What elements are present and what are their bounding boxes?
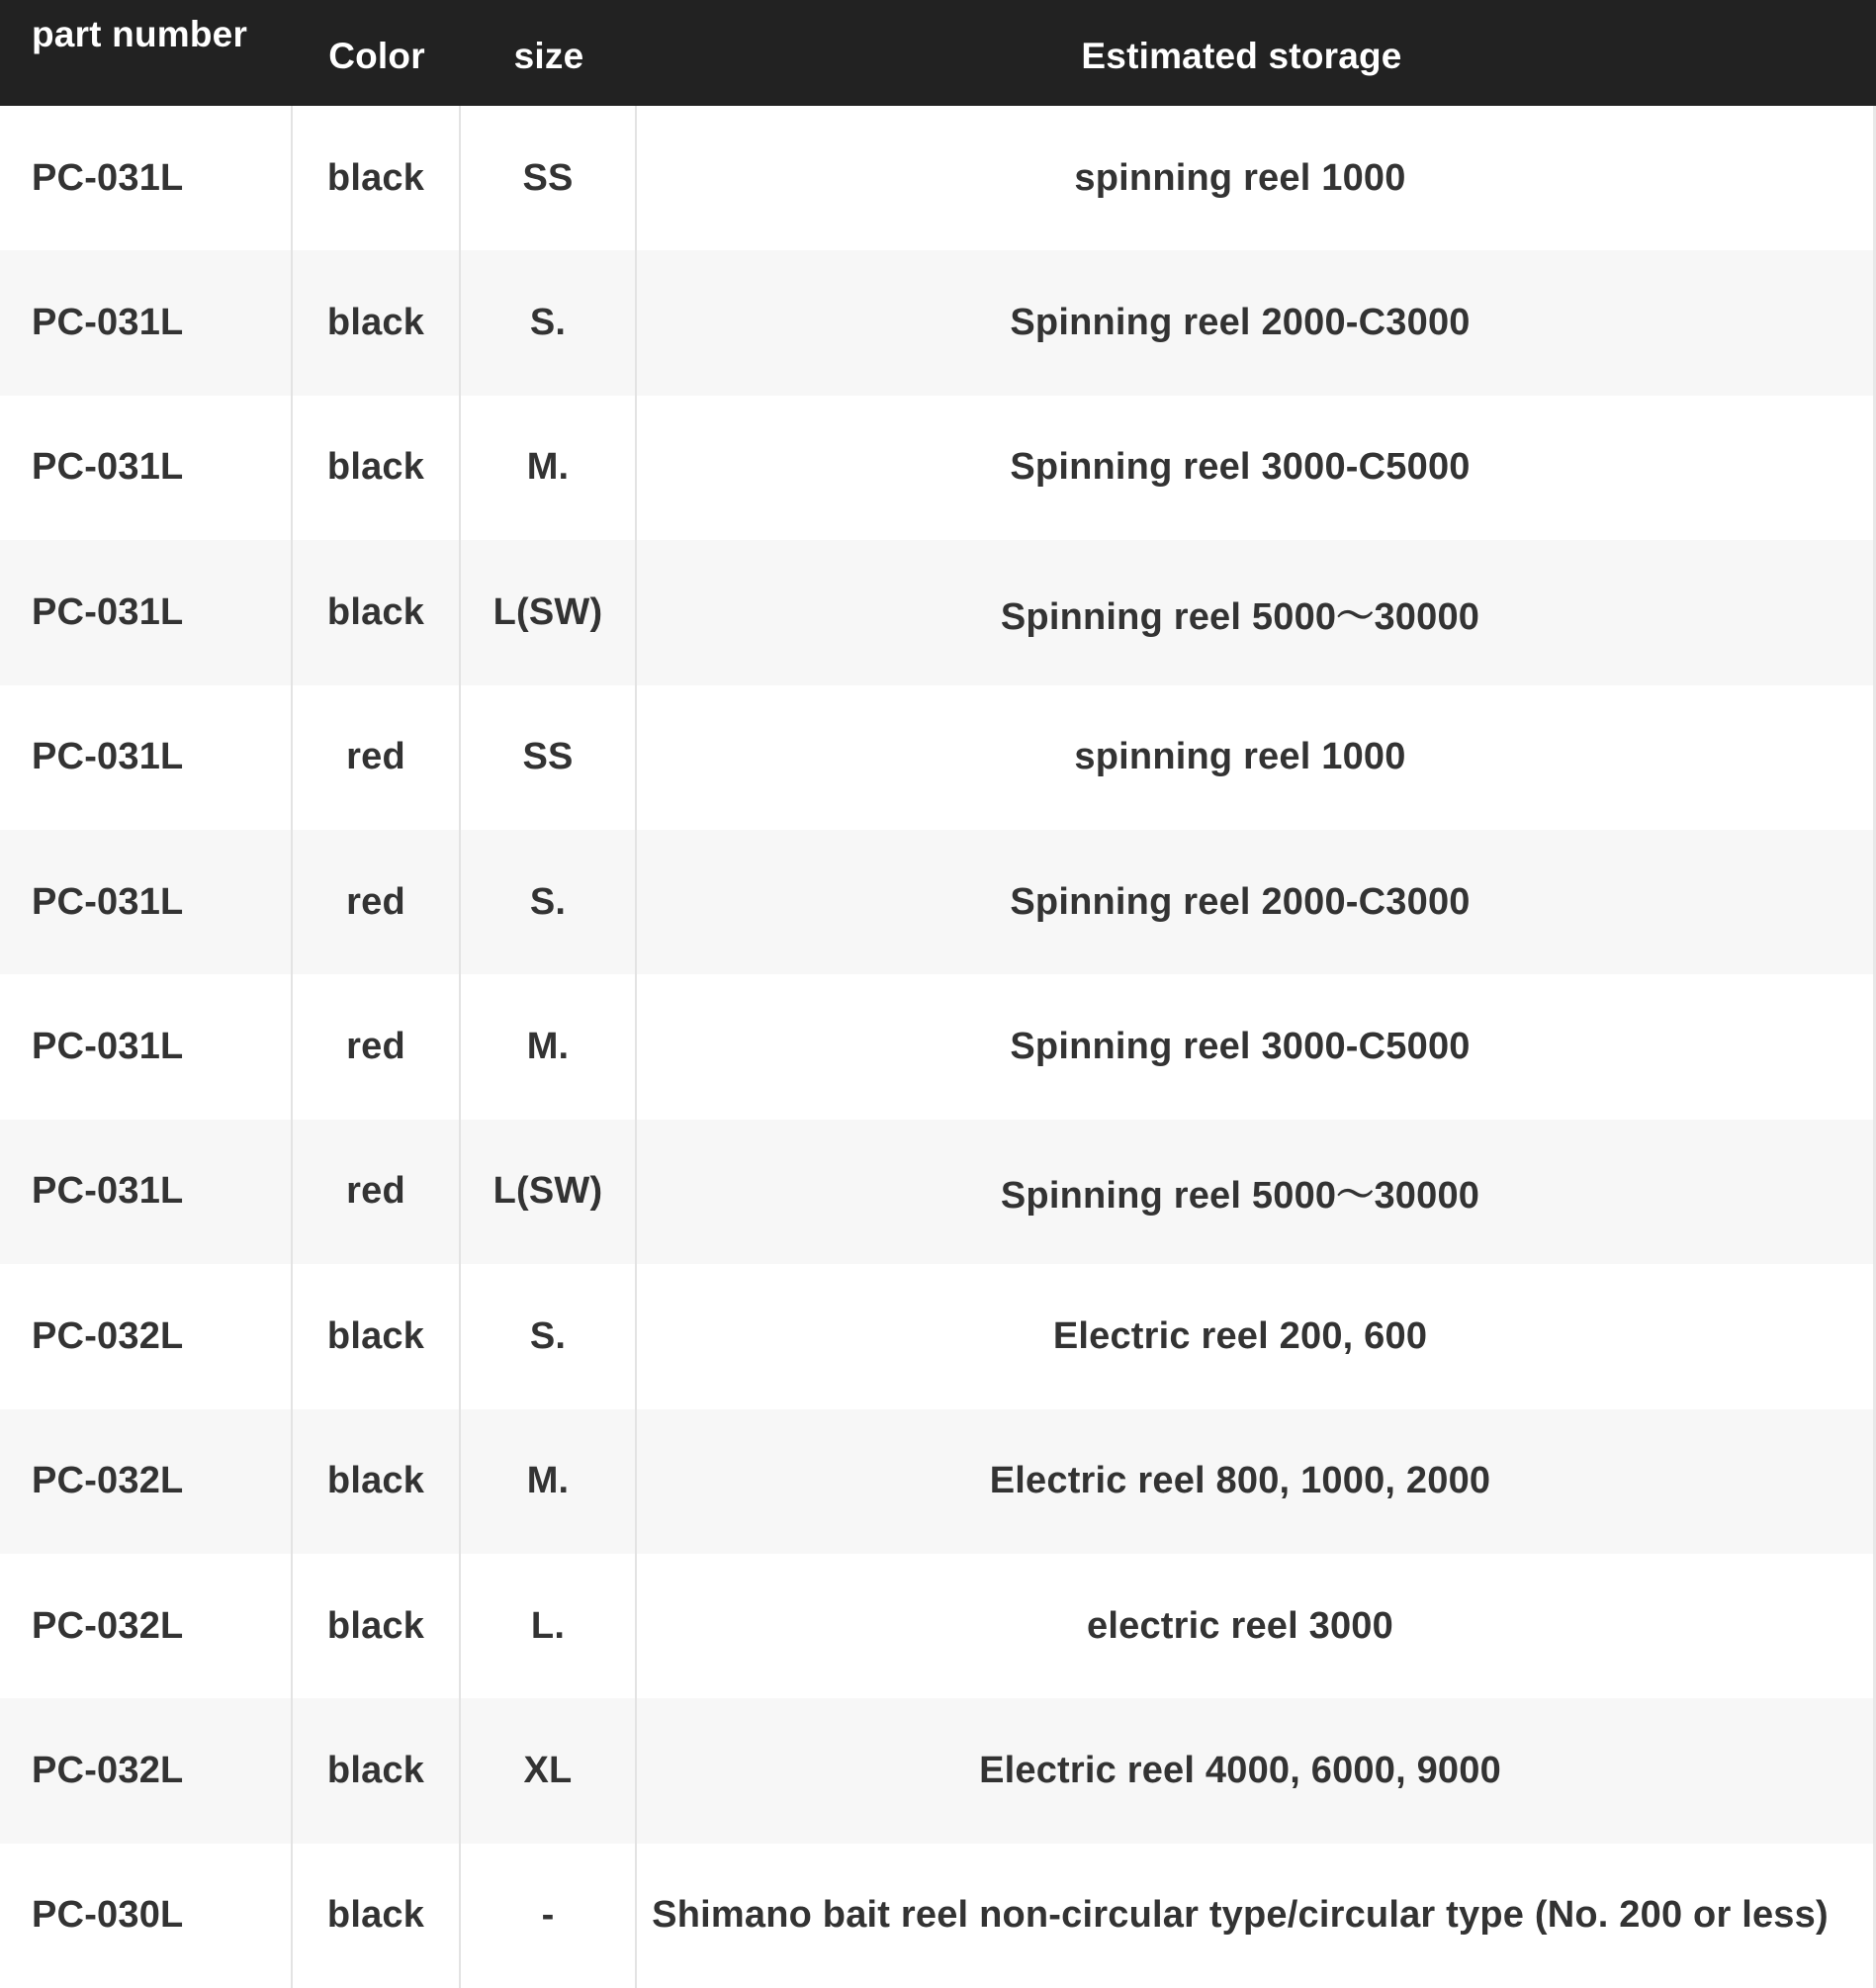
- table-row: [0, 1409, 1876, 1554]
- part-number-cell: PC-032L: [0, 1698, 293, 1843]
- table-row: [0, 396, 1876, 540]
- header-size: size: [513, 35, 584, 76]
- estimated-storage-cell: electric reel 3000: [637, 1554, 1876, 1698]
- color-cell: red: [293, 830, 461, 974]
- part-number-cell: PC-032L: [0, 1554, 293, 1698]
- table-row: [0, 250, 1876, 395]
- header-estimated-storage: Estimated storage: [1081, 35, 1402, 76]
- part-number-cell: PC-031L: [0, 106, 293, 250]
- size-cell: S.: [461, 250, 637, 395]
- table-row: [0, 1120, 1876, 1264]
- table-row: [0, 1264, 1876, 1408]
- color-cell: black: [293, 250, 461, 395]
- color-cell: black: [293, 1844, 461, 1988]
- part-number-cell: PC-031L: [0, 1120, 293, 1264]
- size-cell: S.: [461, 830, 637, 974]
- header-color: Color: [328, 35, 425, 76]
- estimated-storage-cell: Shimano bait reel non-circular type/circular type (No. 200 or less): [637, 1844, 1876, 1988]
- color-cell: black: [293, 1409, 461, 1554]
- size-cell: XL: [461, 1698, 637, 1843]
- part-number-cell: PC-031L: [0, 540, 293, 684]
- estimated-storage-cell: Spinning reel 5000～30000: [637, 1120, 1876, 1264]
- part-number-cell: PC-032L: [0, 1264, 293, 1408]
- estimated-storage-cell: Electric reel 800, 1000, 2000: [637, 1409, 1876, 1554]
- size-cell: M.: [461, 396, 637, 540]
- part-number-cell: PC-030L: [0, 1844, 293, 1988]
- color-cell: red: [293, 1120, 461, 1264]
- size-cell: S.: [461, 1264, 637, 1408]
- estimated-storage-cell: Spinning reel 3000-C5000: [637, 396, 1876, 540]
- color-cell: red: [293, 685, 461, 830]
- size-cell: -: [461, 1844, 637, 1988]
- part-number-cell: PC-031L: [0, 974, 293, 1119]
- size-cell: M.: [461, 1409, 637, 1554]
- estimated-storage-cell: Spinning reel 2000-C3000: [637, 830, 1876, 974]
- size-cell: L(SW): [461, 540, 637, 684]
- part-number-cell: PC-031L: [0, 830, 293, 974]
- part-number-cell: PC-031L: [0, 396, 293, 540]
- estimated-storage-cell: Spinning reel 2000-C3000: [637, 250, 1876, 395]
- table-row: [0, 830, 1876, 974]
- estimated-storage-cell: spinning reel 1000: [637, 685, 1876, 830]
- table-row: [0, 106, 1876, 250]
- size-cell: M.: [461, 974, 637, 1119]
- part-number-cell: PC-032L: [0, 1409, 293, 1554]
- color-cell: black: [293, 1698, 461, 1843]
- color-cell: black: [293, 106, 461, 250]
- table-row: [0, 1844, 1876, 1988]
- estimated-storage-cell: spinning reel 1000: [637, 106, 1876, 250]
- estimated-storage-cell: Spinning reel 3000-C5000: [637, 974, 1876, 1119]
- header-part-number: part number: [32, 14, 248, 54]
- size-cell: L.: [461, 1554, 637, 1698]
- color-cell: black: [293, 1554, 461, 1698]
- table-row: [0, 974, 1876, 1119]
- estimated-storage-cell: Electric reel 4000, 6000, 9000: [637, 1698, 1876, 1843]
- color-cell: red: [293, 974, 461, 1119]
- table-header-row: [0, 0, 1876, 106]
- color-cell: black: [293, 396, 461, 540]
- size-cell: SS: [461, 106, 637, 250]
- size-cell: SS: [461, 685, 637, 830]
- table-row: [0, 685, 1876, 830]
- estimated-storage-cell: Electric reel 200, 600: [637, 1264, 1876, 1408]
- table-row: [0, 540, 1876, 684]
- color-cell: black: [293, 1264, 461, 1408]
- estimated-storage-cell: Spinning reel 5000～30000: [637, 540, 1876, 684]
- table-row: [0, 1698, 1876, 1843]
- color-cell: black: [293, 540, 461, 684]
- table-row: [0, 1554, 1876, 1698]
- part-number-cell: PC-031L: [0, 685, 293, 830]
- part-number-cell: PC-031L: [0, 250, 293, 395]
- size-cell: L(SW): [461, 1120, 637, 1264]
